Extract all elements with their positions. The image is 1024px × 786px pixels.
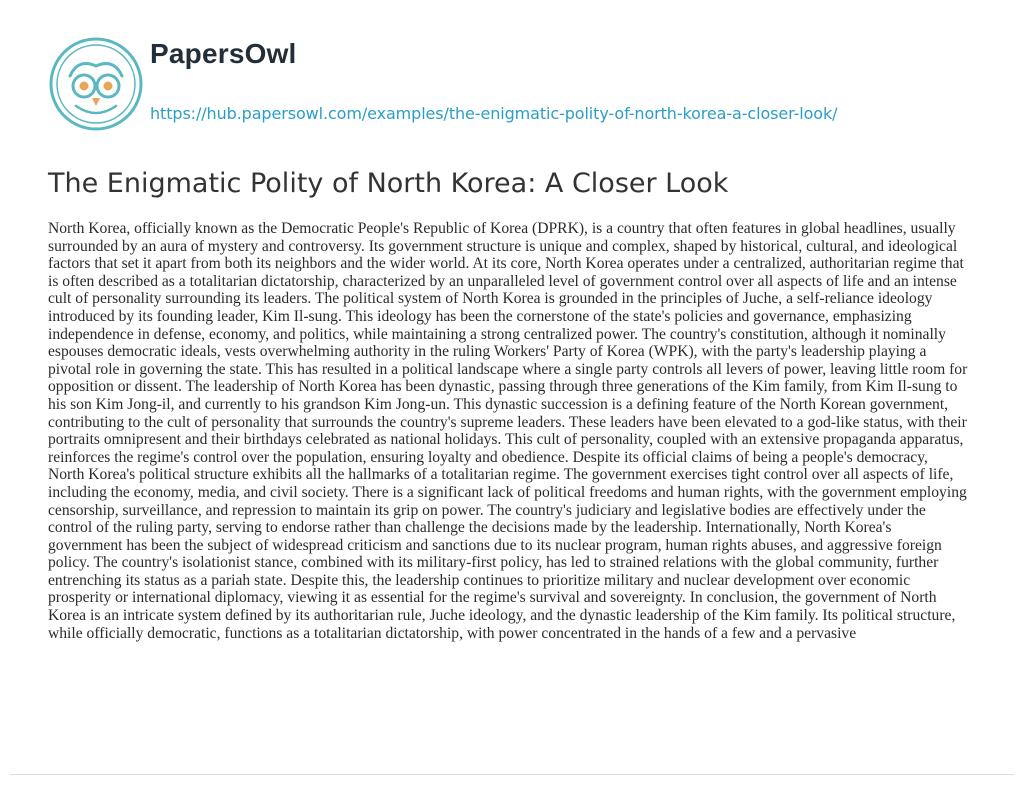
source-url-link[interactable]: https://hub.papersowl.com/examples/the-enigmatic-polity-of-north-korea-a-closer-look/ [150,104,838,123]
brand-name: PapersOwl [150,38,297,69]
article-title: The Enigmatic Polity of North Korea: A Closer Look [48,168,729,199]
owl-logo-icon [48,36,144,132]
bottom-divider [10,774,1014,775]
site-header [48,32,988,136]
article-body: North Korea, officially known as the Democratic People's Republic of Korea (DPRK), is a country that often features in global headlines, usually surrounded by an aura of mystery and controversy. Its government structure is unique and complex, shaped by historical, cultural, and ideological factors that set it apart from both its neighbors and the wider world. At its core, North Korea operates under a centralized, authoritarian regime that is often described as a totalitarian dictatorship, characterized by an unparalleled level of government control over all aspects of life and an intense cult of personality surrounding its leaders. The political system of North Korea is grounded in the principles of Juche, a self-reliance ideology introduced by its founding leader, Kim Il-sung. This ideology has been the cornerstone of the state's policies and governance, emphasizing independence in defense, economy, and politics, while maintaining a strong centralized power. The country's constitution, although it nominally espouses democratic ideals, vests overwhelming authority in the ruling Workers' Party of Korea (WPK), with the party's leadership playing a pivotal role in governing the state. This has resulted in a political landscape where a single party controls all levers of power, leaving little room for opposition or dissent. The leadership of North Korea has been dynastic, passing through three generations of the Kim family, from Kim Il-sung to his son Kim Jong-il, and currently to his grandson Kim Jong-un. This dynastic succession is a defining feature of the North Korean government, contributing to the cult of personality that surrounds the country's supreme leaders. These leaders have been elevated to a god-like status, with their portraits omnipresent and their birthdays celebrated as national holidays. This cult of personality, coupled with an extensive propaganda apparatus, reinforces the regime's control over the population, ensuring loyalty and obedience. Despite its official claims of being a people's democracy, North Korea's political structure exhibits all the hallmarks of a totalitarian regime. The government exercises tight control over all aspects of life, including the economy, media, and civil society. There is a significant lack of political freedoms and human rights, with the government employing censorship, surveillance, and repression to maintain its grip on power. The country's judiciary and legislative bodies are effectively under the control of the ruling party, serving to endorse rather than challenge the decisions made by the leadership. Internationally, North Korea's government has been the subject of widespread criticism and sanctions due to its nuclear program, human rights abuses, and aggressive foreign policy. The country's isolationist stance, combined with its military-first policy, has led to strained relations with the global community, further entrenching its status as a pariah state. Despite this, the leadership continues to prioritize military and nuclear development over economic prosperity or international diplomacy, viewing it as essential for the regime's survival and sovereignty. In conclusion, the government of North Korea is an intricate system defined by its authoritarian rule, Juche ideology, and the dynastic leadership of the Kim family. Its political structure, while officially democratic, functions as a totalitarian dictatorship, with power concentrated in the hands of a few and a pervasive [48,220,968,642]
